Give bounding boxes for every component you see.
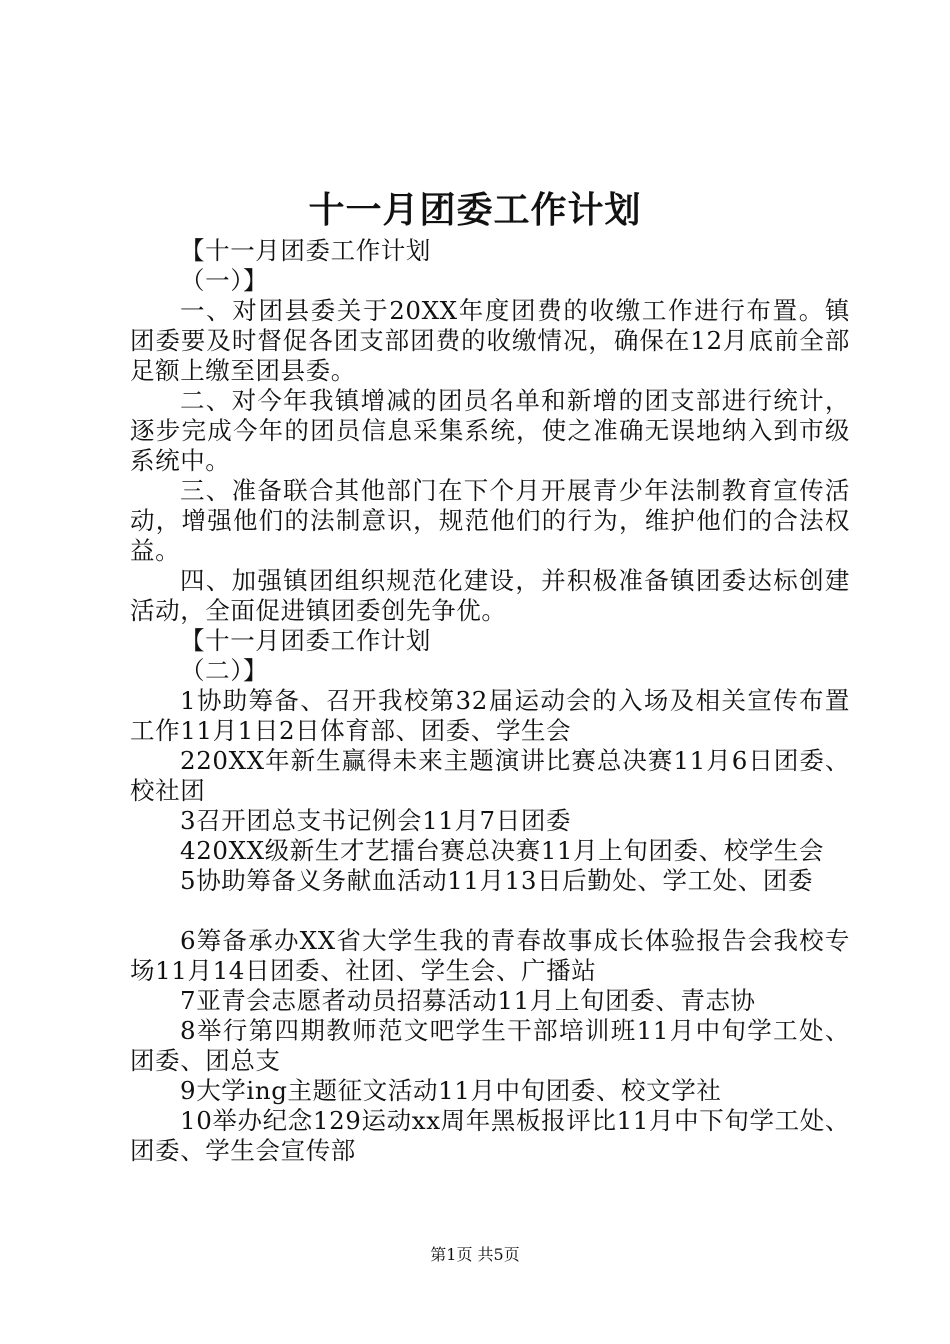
paragraph: 【十一月团委工作计划	[180, 626, 431, 655]
paragraph: 四、加强镇团组织规范化建设，并积极准备镇团委达标创建活动，全面促进镇团委创先争优。	[130, 566, 850, 625]
paragraph: （一）】	[180, 266, 269, 295]
list-item: 3召开团总支书记例会11月7日团委	[180, 806, 572, 835]
list-item: 9大学ing主题征文活动11月中旬团委、校文学社	[180, 1076, 722, 1105]
list-item: 8举行第四期教师范文吧学生干部培训班11月中旬学工处、团委、团总支	[130, 1016, 850, 1075]
paragraph: （二）】	[180, 656, 269, 685]
page-footer: 第1页 共5页	[430, 1245, 520, 1264]
list-item: 10举办纪念129运动xx周年黑板报评比11月中下旬学工处、团委、学生会宣传部	[130, 1106, 850, 1165]
list-item: 1协助筹备、召开我校第32届运动会的入场及相关宣传布置工作11月1日2日体育部、团委、学生会	[130, 686, 850, 745]
list-item: 420XX级新生才艺擂台赛总决赛11月上旬团委、校学生会	[180, 836, 825, 865]
paragraph: 三、准备联合其他部门在下个月开展青少年法制教育宣传活动，增强他们的法制意识，规范他们的行为，维护他们的合法权益。	[130, 476, 850, 565]
list-item: 7亚青会志愿者动员招募活动11月上旬团委、青志协	[180, 986, 756, 1015]
paragraph: 一、对团县委关于20XX年度团费的收缴工作进行布置。镇团委要及时督促各团支部团费的收缴情况，确保在12月底前全部足额上缴至团县委。	[130, 296, 850, 385]
document-body	[130, 236, 850, 1166]
page-title: 十一月团委工作计划	[308, 189, 642, 231]
list-item: 220XX年新生赢得未来主题演讲比赛总决赛11月6日团委、校社团	[130, 746, 850, 805]
list-item: 5协助筹备义务献血活动11月13日后勤处、学工处、团委	[180, 866, 814, 895]
paragraph: 【十一月团委工作计划	[180, 236, 431, 265]
list-item: 6筹备承办XX省大学生我的青春故事成长体验报告会我校专场11月14日团委、社团、学生会、广播站	[130, 926, 850, 985]
paragraph: 二、对今年我镇增减的团员名单和新增的团支部进行统计，逐步完成今年的团员信息采集系统，使之准确无误地纳入到市级系统中。	[130, 386, 850, 475]
